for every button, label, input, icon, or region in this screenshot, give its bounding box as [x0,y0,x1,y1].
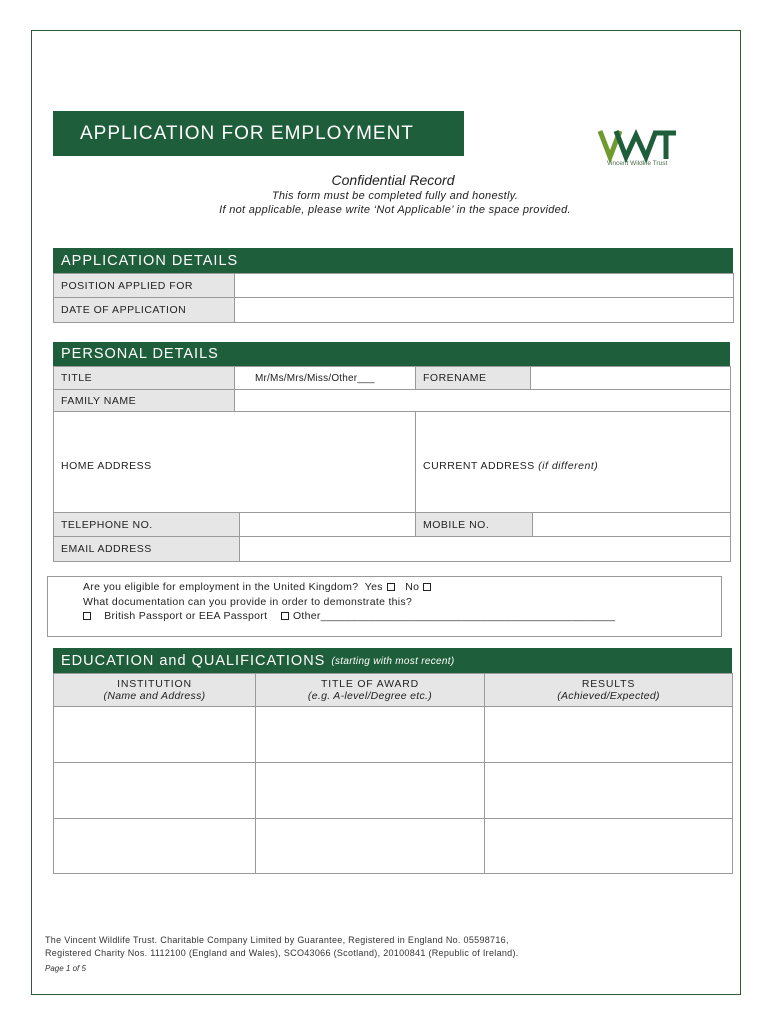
institution-header-title: INSTITUTION [117,678,192,690]
address-table [53,411,731,513]
home-address-field[interactable] [54,412,416,513]
page-number: Page 1 of 5 [45,964,86,973]
position-applied-label: POSITION APPLIED FOR [54,274,235,298]
current-address-label: CURRENT ADDRESS [423,459,535,472]
results-cell[interactable] [485,763,733,819]
table-row [54,763,733,819]
confidential-subtitle: Confidential Record [331,172,455,188]
current-address-field[interactable] [416,412,731,513]
eligibility-question: Are you eligible for employment in the United Kingdom? [83,581,359,593]
passport-checkbox[interactable] [83,612,91,620]
position-applied-field[interactable] [235,274,734,298]
application-details-table [53,273,734,323]
title-options-field[interactable]: Mr/Ms/Mrs/Miss/Other___ [235,367,416,390]
form-title-banner [53,111,464,156]
contact-table [53,512,731,562]
table-row [54,707,733,763]
eligibility-question-row [83,580,721,595]
application-details-header [53,248,733,273]
education-header-row [54,674,733,707]
other-checkbox[interactable] [281,612,289,620]
institution-column-header [54,674,256,707]
current-address-note: (if different) [538,459,599,472]
eligibility-yes-checkbox[interactable] [387,583,395,591]
award-cell[interactable] [256,707,485,763]
date-of-application-field[interactable] [235,298,734,323]
institution-cell[interactable] [54,707,256,763]
documentation-options-row [83,609,721,624]
email-field[interactable] [240,537,731,562]
results-cell[interactable] [485,819,733,874]
family-name-field[interactable] [235,390,731,412]
eligibility-no-label: No [405,581,420,593]
education-header [53,648,732,673]
mobile-label: MOBILE NO. [416,513,533,537]
footer-line-2: Registered Charity Nos. 1112100 (England and Wales), SCO43066 (Scotland), 20100841 (Republic of Ireland). [45,948,519,958]
personal-details-header [53,342,730,366]
footer [45,934,519,960]
award-header-title: TITLE OF AWARD [321,678,419,690]
award-cell[interactable] [256,819,485,874]
award-cell[interactable] [256,763,485,819]
award-column-header [256,674,485,707]
results-header-title: RESULTS [581,678,636,690]
award-header-sub: (e.g. A-level/Degree etc.) [307,690,433,702]
email-label: EMAIL ADDRESS [54,537,240,562]
forename-label: FORENAME [416,367,531,390]
footer-line-1: The Vincent Wildlife Trust. Charitable Company Limited by Guarantee, Registered in England No. 05598716, [45,935,509,945]
instruction-line-2: If not applicable, please write ‘Not Applicable’ in the space provided. [219,204,571,216]
date-of-application-label: DATE OF APPLICATION [54,298,235,323]
institution-header-sub: (Name and Address) [103,690,206,702]
documentation-question: What documentation can you provide in order to demonstrate this? [83,595,413,608]
education-table [53,673,733,874]
institution-cell[interactable] [54,763,256,819]
form-title: APPLICATION FOR EMPLOYMENT [80,122,414,144]
telephone-label: TELEPHONE NO. [54,513,240,537]
telephone-field[interactable] [240,513,416,537]
logo-caption: Vincent Wildlife Trust [606,160,668,167]
forename-field[interactable] [531,367,731,390]
eligibility-no-checkbox[interactable] [423,583,431,591]
other-option-label[interactable]: Other________________________________________________ [292,610,616,622]
title-label: TITLE [54,367,235,390]
results-column-header [485,674,733,707]
personal-details-title: PERSONAL DETAILS [61,346,219,362]
personal-details-table [53,366,731,412]
table-row [54,819,733,874]
results-cell[interactable] [485,707,733,763]
education-note: (starting with most recent) [331,656,455,667]
mobile-field[interactable] [533,513,731,537]
application-details-title: APPLICATION DETAILS [61,252,239,269]
institution-cell[interactable] [54,819,256,874]
eligibility-box [47,576,722,637]
home-address-label: HOME ADDRESS [61,459,152,472]
family-name-label: FAMILY NAME [54,390,235,412]
eligibility-yes-label: Yes [364,581,383,593]
instruction-line-1: This form must be completed fully and honestly. [271,190,519,202]
results-header-sub: (Achieved/Expected) [557,690,660,702]
education-title: EDUCATION and QUALIFICATIONS [61,652,326,669]
passport-option-label: British Passport or EEA Passport [104,610,268,622]
